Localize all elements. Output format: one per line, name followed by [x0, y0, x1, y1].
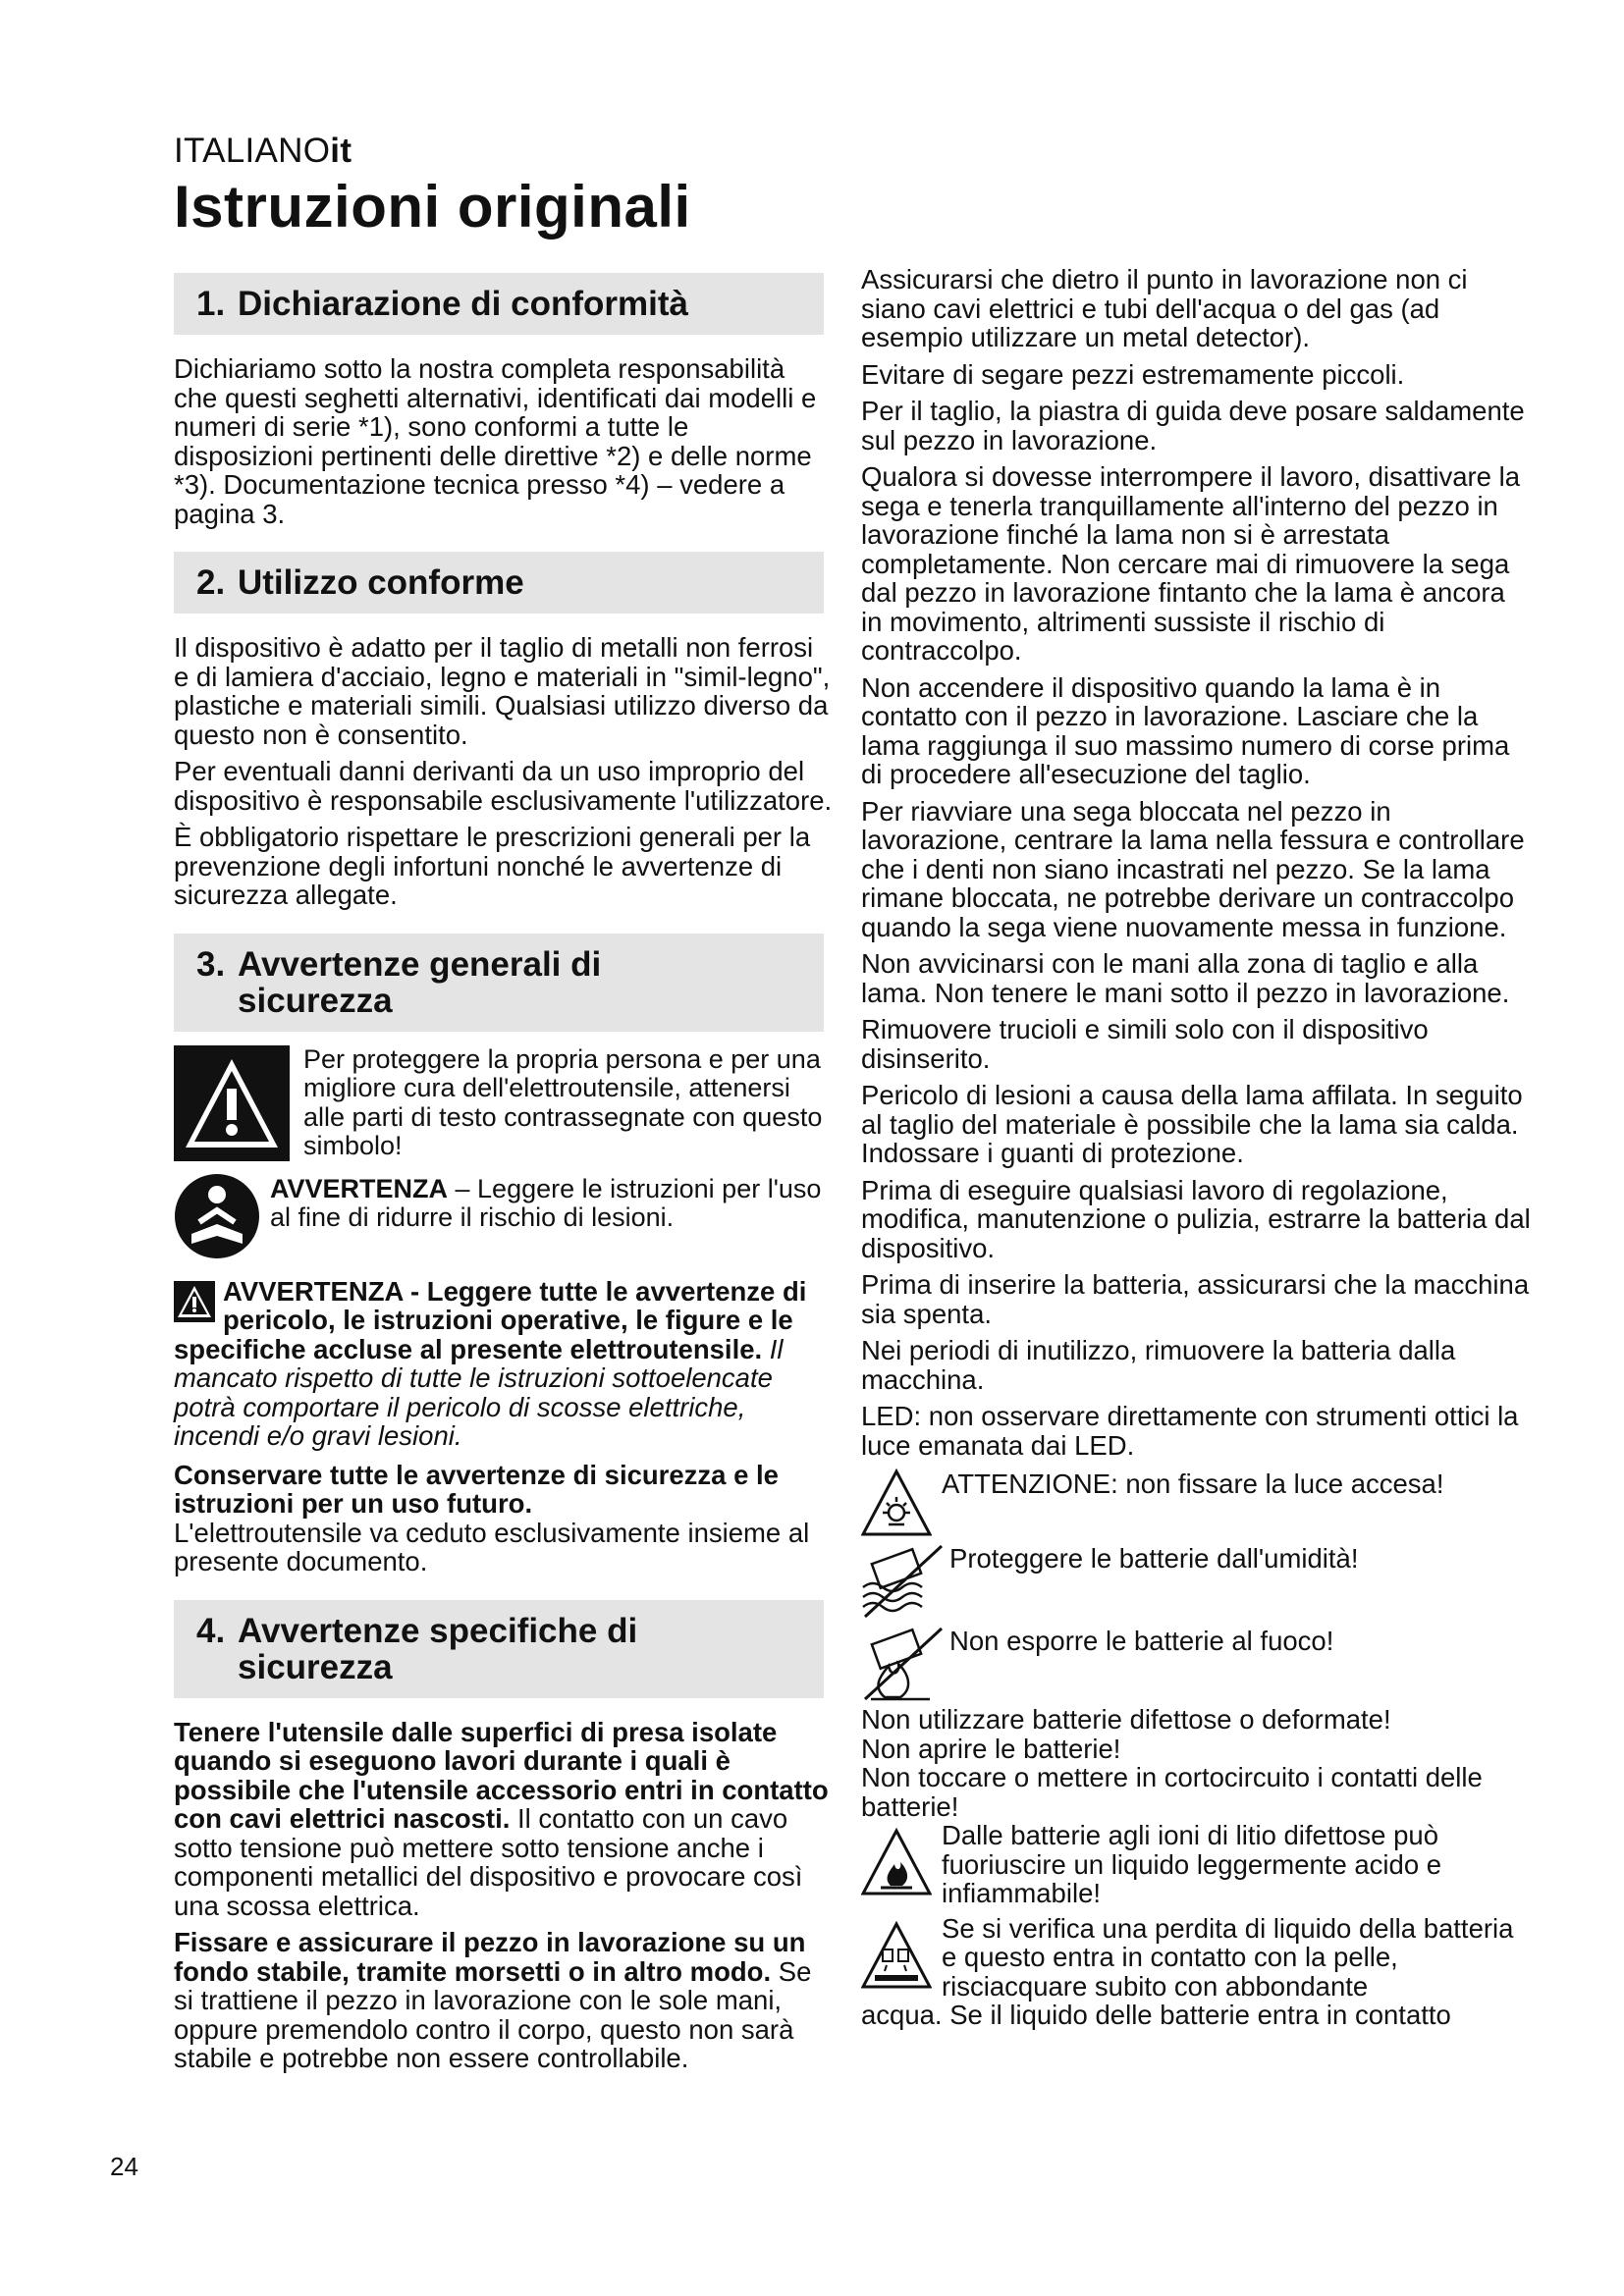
humidity-text: Proteggere le batterie dall'umidità!: [949, 1543, 1359, 1574]
warning-symbol-block: [174, 1045, 836, 1161]
fire-text: Non esporre le batterie al fuoco!: [949, 1626, 1334, 1656]
corrosive-icon: [861, 1920, 932, 1991]
paragraph: Pericolo di lesioni a causa della lama affilata. In seguito al taglio del materiale è possibile che la lama sia calda. Indossare i guanti di protezione.: [861, 1080, 1523, 1168]
read-manual-text: [270, 1173, 836, 1233]
read-manual-description: – Leggere le istruzioni per l'uso al fine di ridurre il rischio di lesioni.: [270, 1173, 822, 1232]
general-warning-paragraph: [174, 1277, 836, 1451]
paragraph: Per riavviare una sega bloccata nel pezzo in lavorazione, centrare la lama nella fessura e controllare che i denti non siano incastrati nel pezzo. Se la lama rimane bloccata, ne potrebbe derivare un contraccolpo quando la sega viene nuovamente messa in funzione.: [861, 795, 1525, 942]
section-number: 4.: [196, 1611, 226, 1650]
page-number: 24: [110, 2152, 138, 2181]
keep-instructions-text: L'elettroutensile va ceduto esclusivamente insieme al presente documento.: [174, 1517, 810, 1576]
corrosive-row: [861, 1914, 1533, 2002]
led-warning-icon: [861, 1468, 932, 1538]
paragraph-text: Se si trattiene il pezzo in lavorazione con le sole mani, oppure premendolo contro il corpo, questo non sarà stabile e potrebbe non essere controllabile.: [174, 1955, 812, 2073]
corrosive-text: Se si verifica una perdita di liquido della batteria e questo entra in contatto con la pelle, risciacquare subito con abbondante: [942, 1912, 1514, 2002]
humidity-row: [861, 1542, 1533, 1621]
paragraph: Prima di eseguire qualsiasi lavoro di regolazione, modifica, manutenzione o pulizia, estrarre la batteria dal dispositivo.: [861, 1174, 1531, 1263]
corrosive-text-continued: acqua. Se il liquido delle batterie entra in contatto: [861, 2000, 1451, 2030]
section-number: 2.: [196, 563, 226, 602]
section-number: 3.: [196, 944, 226, 984]
warning-triangle-icon: [174, 1045, 290, 1161]
section-title: Utilizzo conforme: [238, 563, 524, 602]
read-manual-block: [174, 1173, 836, 1259]
section-title-continued: sicurezza: [238, 981, 393, 1020]
paragraph: Evitare di segare pezzi estremamente piccoli.: [861, 358, 1405, 390]
section-title: Avvertenze generali di: [238, 944, 602, 984]
battery-warning: Non aprire le batterie!: [861, 1733, 1121, 1764]
paragraph: Qualora si dovesse interrompere il lavoro, disattivare la sega e tenerla tranquillamente all'interno del pezzo in lavorazione finché la lama non si è arrestata completamente. Non cercare mai di rimuovere la sega dal pezzo in lavorazione fintanto che la lama è ancora in movimento, altrimenti sussiste il rischio di contraccolpo.: [861, 461, 1520, 666]
paragraph: Assicurarsi che dietro il punto in lavorazione non ci siano cavi elettrici e tubi dell'acqua o del gas (ad esempio utilizzare un metal detector).: [861, 264, 1468, 352]
document-title: Istruzioni originali: [174, 174, 691, 240]
paragraph-bold: Tenere l'utensile dalle superfici di presa isolate quando si eseguono lavori durante i quali è possibile che l'utensile accessorio entri in contatto con cavi elettrici nascosti.: [174, 1716, 829, 1834]
right-column: [861, 265, 1533, 2030]
battery-warning: Non toccare o mettere in cortocircuito i contatti delle batterie!: [861, 1762, 1483, 1822]
keep-instructions-bold: Conservare tutte le avvertenze di sicurezza e le istruzioni per un uso futuro.: [174, 1459, 779, 1519]
section-title-continued: sicurezza: [238, 1647, 393, 1686]
section-heading-2: [174, 552, 824, 614]
flammable-text: Dalle batterie agli ioni di litio difettose può fuoriuscire un liquido leggermente acido e infiammabile!: [942, 1820, 1442, 1908]
flammable-icon: [861, 1827, 932, 1897]
section-heading-4: [174, 1600, 824, 1698]
fire-row: [861, 1625, 1533, 1703]
paragraph: È obbligatorio rispettare le prescrizioni generali per la prevenzione degli infortuni nonché le avvertenze di sicurezza allegate.: [174, 822, 811, 910]
battery-warning: Non utilizzare batterie difettose o deformate!: [861, 1704, 1391, 1735]
general-warning-bold: AVVERTENZA - Leggere tutte le avvertenze di pericolo, le istruzioni operative, le figure e le specifiche accluse al presente elettroutensile.: [174, 1275, 807, 1364]
paragraph: Nei periodi di inutilizzo, rimuovere la batteria dalla macchina.: [861, 1335, 1456, 1395]
no-fire-icon: [861, 1625, 946, 1703]
paragraph: Il dispositivo è adatto per il taglio di metalli non ferrosi e di lamiera d'acciaio, legno e materiali in "simil-legno", plastiche e materiali simili. Qualsiasi utilizzo diverso da questo non è consentito.: [174, 632, 831, 750]
paragraph: Prima di inserire la batteria, assicurarsi che la macchina sia spenta.: [861, 1269, 1530, 1329]
language-label: [174, 132, 352, 171]
language-code: it: [330, 132, 352, 170]
warning-symbol-text: Per proteggere la propria persona e per una migliore cura dell'elettroutensile, attenersi alle parti di testo contrassegnate con questo simbolo!: [303, 1043, 823, 1160]
no-water-icon: [861, 1542, 946, 1621]
read-manual-label: AVVERTENZA: [270, 1173, 449, 1203]
section-title: Avvertenze specifiche di: [238, 1611, 638, 1650]
paragraph: Non avvicinarsi con le mani alla zona di taglio e alla lama. Non tenere le mani sotto il pezzo in lavorazione.: [861, 948, 1510, 1008]
section-number: 1.: [196, 285, 226, 323]
paragraph: Dichiariamo sotto la nostra completa responsabilità che questi seghetti alternativi, identificati dai modelli e numeri di serie *1), sono conformi a tutte le disposizioni pertinenti delle direttive *2) e delle norme *3). Documentazione tecnica presso *4) – vedere a pagina 3.: [174, 353, 817, 529]
paragraph: Per il taglio, la piastra di guida deve posare saldamente sul pezzo in lavorazione.: [861, 396, 1525, 455]
paragraph: [174, 1718, 836, 1921]
led-warning-text: ATTENZIONE: non fissare la luce accesa!: [942, 1468, 1444, 1499]
section-heading-1: [174, 273, 824, 335]
general-warning-italic: Il mancato rispetto di tutte le istruzioni sottoelencate potrà comportare il pericolo di scosse elettriche, incendi e/o gravi lesioni.: [174, 1333, 784, 1451]
paragraph: Rimuovere trucioli e simili solo con il dispositivo disinserito.: [861, 1014, 1429, 1074]
led-warning-row: [861, 1468, 1533, 1538]
section-title: Dichiarazione di conformità: [238, 285, 688, 323]
paragraph: Per eventuali danni derivanti da un uso improprio del dispositivo è responsabile esclusivamente l'utilizzatore.: [174, 756, 833, 816]
paragraph-bold: Fissare e assicurare il pezzo in lavorazione su un fondo stabile, tramite morsetti o in altro modo.: [174, 1927, 806, 1987]
read-manual-icon: [174, 1173, 260, 1259]
left-column: [174, 265, 836, 2081]
section-heading-3: [174, 934, 824, 1032]
language-name: ITALIANO: [174, 132, 331, 170]
small-warning-icon: [174, 1281, 215, 1322]
paragraph: [174, 1928, 836, 2073]
paragraph: LED: non osservare direttamente con strumenti ottici la luce emanata dai LED.: [861, 1401, 1519, 1461]
paragraph-text: Il contatto con un cavo sotto tensione può mettere sotto tensione anche i componenti metallici del dispositivo e provocare così una scossa elettrica.: [174, 1803, 803, 1921]
paragraph: Non accendere il dispositivo quando la lama è in contatto con il pezzo in lavorazione. Lasciare che la lama raggiunga il suo massimo numero di corse prima di procedere all'esecuzione del taglio.: [861, 671, 1510, 789]
flammable-row: [861, 1821, 1533, 1908]
